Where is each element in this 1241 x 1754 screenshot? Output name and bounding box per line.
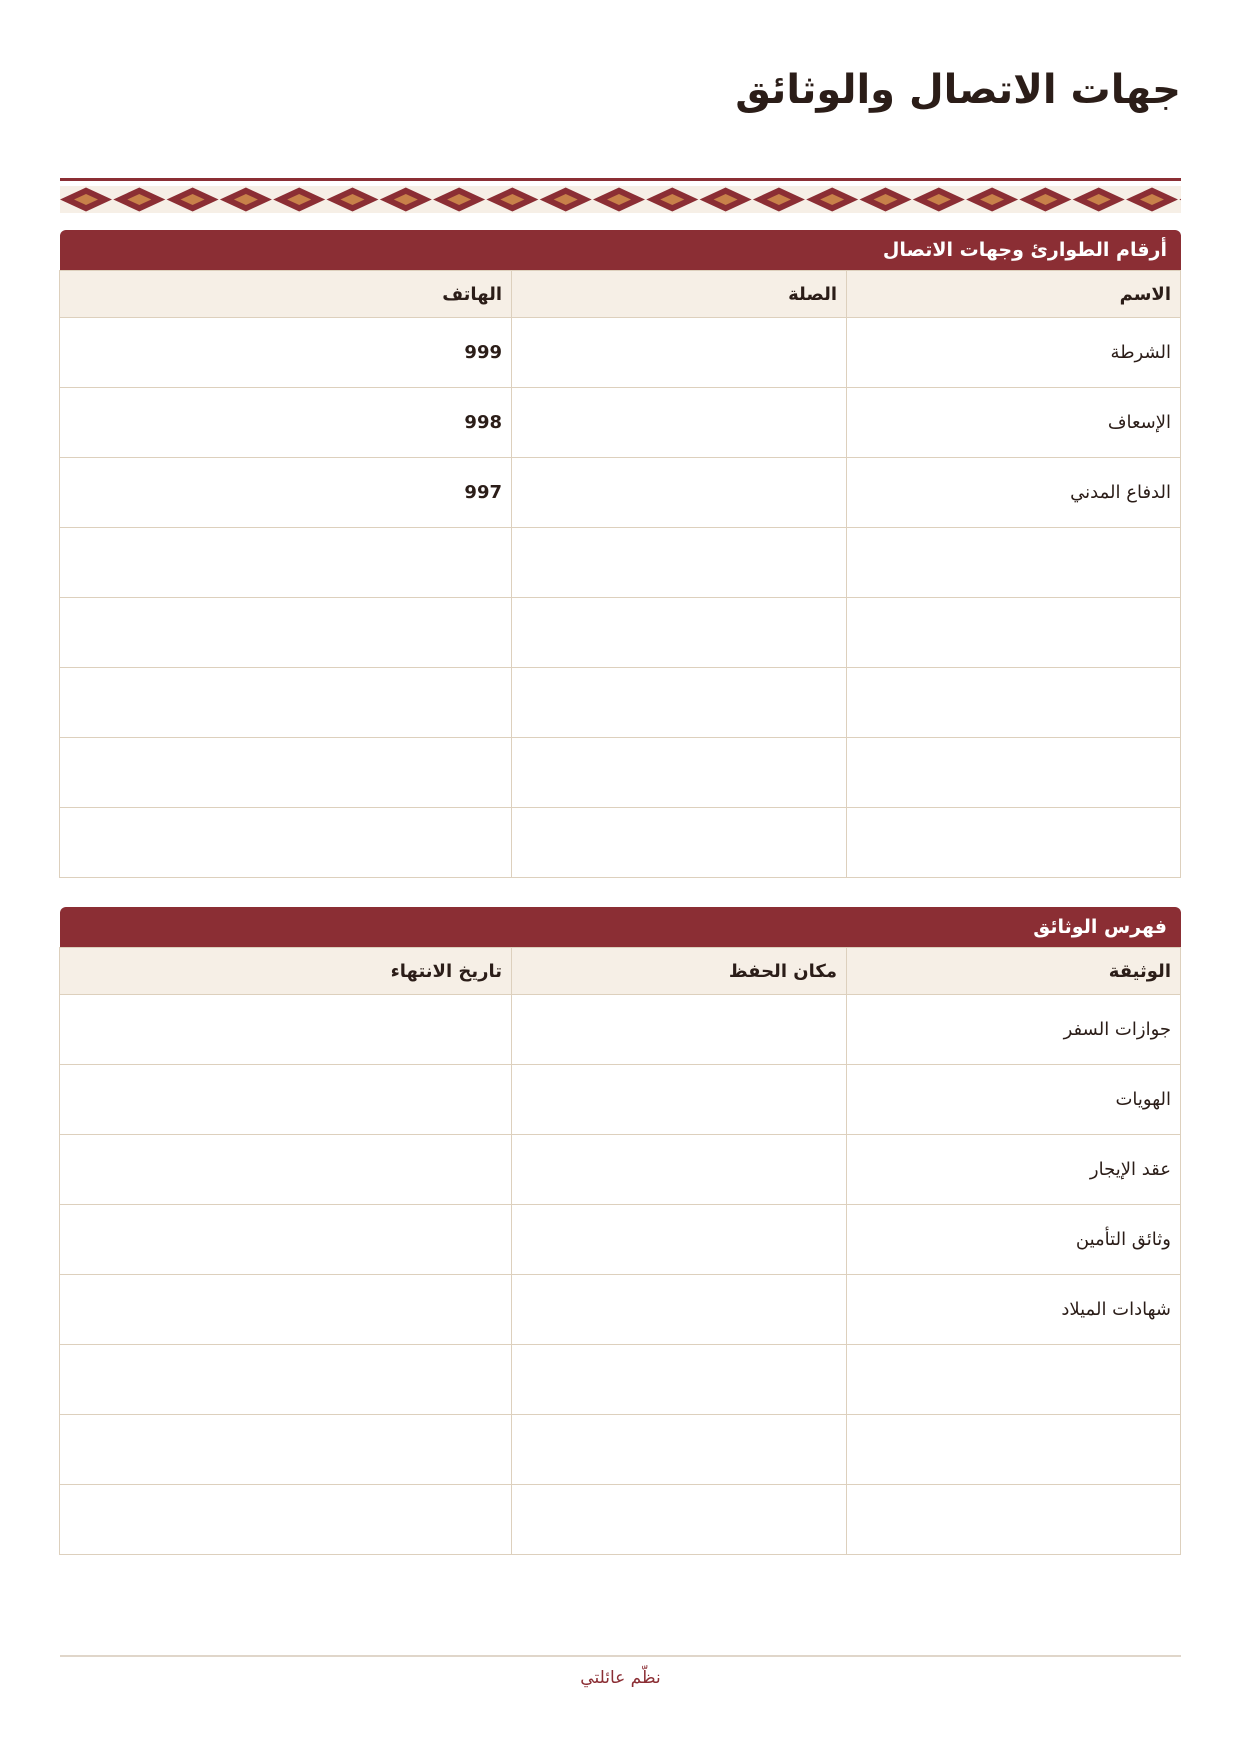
document-location-cell[interactable] <box>512 1275 847 1345</box>
table-row <box>60 1275 1181 1345</box>
document-name-cell[interactable]: جوازات السفر <box>847 995 1181 1065</box>
document-expiry-cell[interactable] <box>60 1275 512 1345</box>
contact-relation-cell[interactable] <box>512 388 847 458</box>
table-row <box>60 1135 1181 1205</box>
contact-phone-cell[interactable] <box>60 738 512 808</box>
document-expiry-cell[interactable] <box>60 1065 512 1135</box>
table-row <box>60 1205 1181 1275</box>
ornament-border <box>60 178 1181 214</box>
column-header-relation: الصلة <box>512 271 847 318</box>
table-row <box>60 528 1181 598</box>
page-title: جهات الاتصال والوثائق <box>735 67 1181 113</box>
contact-phone-cell[interactable]: 998 <box>60 388 512 458</box>
emergency-table <box>59 270 1181 878</box>
emergency-section <box>60 230 1181 878</box>
document-expiry-cell[interactable] <box>60 1135 512 1205</box>
footer-divider <box>60 1655 1181 1657</box>
column-header-name: الاسم <box>847 271 1181 318</box>
table-row <box>60 458 1181 528</box>
contact-name-cell[interactable] <box>847 738 1181 808</box>
document-location-cell[interactable] <box>512 1205 847 1275</box>
table-row <box>60 808 1181 878</box>
document-expiry-cell[interactable] <box>60 1345 512 1415</box>
contact-relation-cell[interactable] <box>512 318 847 388</box>
contact-name-cell[interactable] <box>847 598 1181 668</box>
table-row <box>60 995 1181 1065</box>
contact-relation-cell[interactable] <box>512 668 847 738</box>
document-name-cell[interactable] <box>847 1415 1181 1485</box>
table-row <box>60 1345 1181 1415</box>
document-name-cell[interactable]: عقد الإيجار <box>847 1135 1181 1205</box>
table-row <box>60 598 1181 668</box>
document-location-cell[interactable] <box>512 1345 847 1415</box>
document-name-cell[interactable]: وثائق التأمين <box>847 1205 1181 1275</box>
documents-section-title: فهرس الوثائق <box>60 907 1181 947</box>
contact-name-cell[interactable] <box>847 528 1181 598</box>
contact-name-cell[interactable]: الشرطة <box>847 318 1181 388</box>
document-location-cell[interactable] <box>512 1485 847 1555</box>
document-expiry-cell[interactable] <box>60 1485 512 1555</box>
document-expiry-cell[interactable] <box>60 1205 512 1275</box>
table-row <box>60 1415 1181 1485</box>
table-row <box>60 738 1181 808</box>
table-header-row <box>60 271 1181 318</box>
table-row <box>60 318 1181 388</box>
document-name-cell[interactable]: الهويات <box>847 1065 1181 1135</box>
contact-relation-cell[interactable] <box>512 808 847 878</box>
document-location-cell[interactable] <box>512 1415 847 1485</box>
table-header-row <box>60 948 1181 995</box>
document-location-cell[interactable] <box>512 1065 847 1135</box>
table-row <box>60 1485 1181 1555</box>
contact-phone-cell[interactable] <box>60 808 512 878</box>
table-row <box>60 668 1181 738</box>
document-expiry-cell[interactable] <box>60 995 512 1065</box>
contact-relation-cell[interactable] <box>512 738 847 808</box>
contact-name-cell[interactable]: الإسعاف <box>847 388 1181 458</box>
documents-section <box>60 907 1181 1555</box>
contact-phone-cell[interactable] <box>60 528 512 598</box>
column-header-phone: الهاتف <box>60 271 512 318</box>
contact-phone-cell[interactable] <box>60 668 512 738</box>
contact-relation-cell[interactable] <box>512 528 847 598</box>
document-name-cell[interactable] <box>847 1485 1181 1555</box>
contact-name-cell[interactable] <box>847 808 1181 878</box>
documents-table <box>59 947 1181 1555</box>
contact-phone-cell[interactable] <box>60 598 512 668</box>
column-header-expiry: تاريخ الانتهاء <box>60 948 512 995</box>
contact-name-cell[interactable]: الدفاع المدني <box>847 458 1181 528</box>
document-location-cell[interactable] <box>512 995 847 1065</box>
document-location-cell[interactable] <box>512 1135 847 1205</box>
document-expiry-cell[interactable] <box>60 1415 512 1485</box>
footer-brand: نظّم عائلتي <box>580 1668 661 1688</box>
contact-phone-cell[interactable]: 999 <box>60 318 512 388</box>
contact-name-cell[interactable] <box>847 668 1181 738</box>
contact-relation-cell[interactable] <box>512 458 847 528</box>
contact-phone-cell[interactable]: 997 <box>60 458 512 528</box>
emergency-section-title: أرقام الطوارئ وجهات الاتصال <box>60 230 1181 270</box>
table-row <box>60 388 1181 458</box>
column-header-document: الوثيقة <box>847 948 1181 995</box>
document-name-cell[interactable]: شهادات الميلاد <box>847 1275 1181 1345</box>
table-row <box>60 1065 1181 1135</box>
contact-relation-cell[interactable] <box>512 598 847 668</box>
document-name-cell[interactable] <box>847 1345 1181 1415</box>
column-header-location: مكان الحفظ <box>512 948 847 995</box>
